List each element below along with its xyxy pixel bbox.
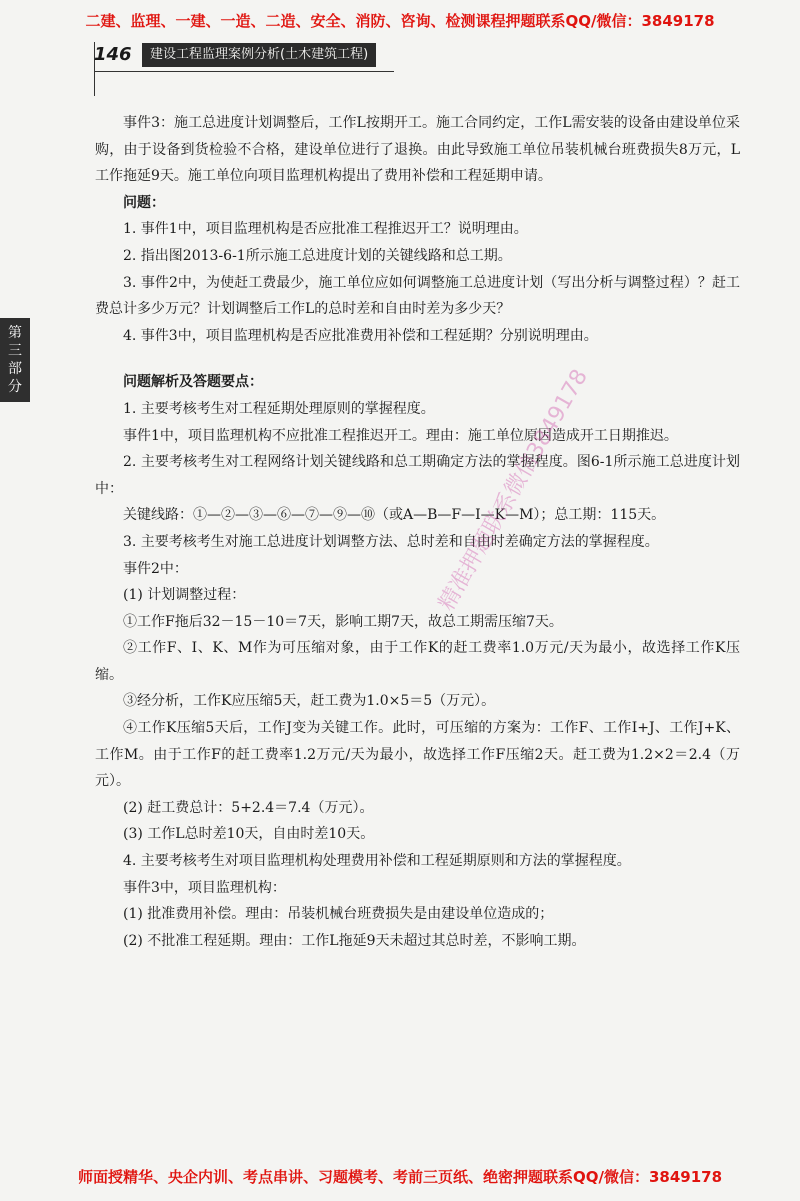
top-ad-banner: 二建、监理、一建、一造、二造、安全、消防、咨询、检测课程押题联系QQ/微信：3849178	[85, 12, 715, 30]
paragraph: 3. 事件2中，为使赶工费最少，施工单位应如何调整施工总进度计划（写出分析与调整过程）？赶工费总计多少万元？计划调整后工作L的总时差和自由时差为多少天？	[95, 274, 740, 318]
paragraph: 2. 主要考核考生对工程网络计划关键线路和总工期确定方法的掌握程度。图6-1所示施工总进度计划中：	[95, 454, 740, 497]
section-gap	[95, 349, 740, 369]
paragraph: (3) 工作L总时差10天，自由时差10天。	[123, 826, 375, 843]
paragraph: 事件3：施工总进度计划调整后，工作L按期开工。施工合同约定，工作L需安装的设备由建设单位采购，由于设备到货检验不合格，建设单位进行了退换。由此导致施工单位吊装机械台班费损失8万元，L工作拖延9天。施工单位向项目监理机构提出了费用补偿和工程延期申请。	[95, 115, 740, 185]
bottom-ad-banner: 师面授精华、央企内训、考点串讲、习题模考、考前三页纸、绝密押题联系QQ/微信：3849178	[77, 1168, 723, 1186]
paragraph: 4. 事件3中，项目监理机构是否应批准费用补偿和工程延期？分别说明理由。	[123, 327, 598, 344]
paragraph: ②工作F、I、K、M作为可压缩对象，由于工作K的赶工费率1.0万元/天为最小，故选择工作K压缩。	[95, 640, 740, 683]
paragraph: (2) 赶工费总计：5+2.4＝7.4（万元）。	[123, 799, 374, 816]
paragraph: ③经分析，工作K应压缩5天，赶工费为1.0×5＝5（万元）。	[123, 693, 496, 710]
paragraph: 关键线路：①—②—③—⑥—⑦—⑨—⑩（或A—B—F—I—K—M）；总工期：115天。	[123, 507, 666, 524]
book-title: 建设工程监理案例分析(土木建筑工程)	[142, 43, 376, 67]
section-heading: 问题：	[123, 194, 165, 211]
watermark: 精准押题联系微信3849178	[434, 365, 593, 615]
page-number: 146	[94, 44, 132, 65]
section-heading: 问题解析及答题要点：	[123, 374, 263, 391]
side-tab-char: 第	[8, 325, 22, 341]
side-tab-char: 分	[8, 379, 22, 395]
paragraph: ④工作K压缩5天后，工作J变为关键工作。此时，可压缩的方案为：工作F、工作I+J、工作J+K、工作M。由于工作F的赶工费率1.2万元/天为最小，故选择工作F压缩2天。赶工费为1.2×2＝2.4（万元）。	[95, 720, 740, 790]
paragraph: 1. 主要考核考生对工程延期处理原则的掌握程度。	[123, 400, 435, 417]
paragraph: (1) 计划调整过程：	[123, 587, 246, 604]
section-side-tab	[0, 318, 30, 402]
side-tab-char: 三	[8, 343, 22, 359]
header-rule	[94, 71, 394, 72]
paragraph: 事件1中，项目监理机构不应批准工程推迟开工。理由：施工单位原因造成开工日期推迟。	[123, 427, 678, 444]
paragraph: 3. 主要考核考生对施工总进度计划调整方法、总时差和自由时差确定方法的掌握程度。	[123, 533, 659, 550]
paragraph: (1) 批准费用补偿。理由：吊装机械台班费损失是由建设单位造成的；	[123, 906, 554, 923]
paragraph: (2) 不批准工程延期。理由：工作L拖延9天未超过其总时差，不影响工期。	[123, 932, 586, 949]
body-text	[95, 110, 740, 954]
side-tab-char: 部	[8, 361, 22, 377]
page-header	[94, 42, 394, 70]
paragraph: ①工作F拖后32－15－10＝7天，影响工期7天，故总工期需压缩7天。	[123, 613, 563, 630]
paragraph: 事件2中：	[123, 560, 188, 577]
paragraph: 1. 事件1中，项目监理机构是否应批准工程推迟开工？说明理由。	[123, 221, 528, 238]
paragraph: 事件3中，项目监理机构：	[123, 879, 286, 896]
paragraph: 2. 指出图2013-6-1所示施工总进度计划的关键线路和总工期。	[123, 247, 512, 264]
paragraph: 4. 主要考核考生对项目监理机构处理费用补偿和工程延期原则和方法的掌握程度。	[123, 853, 631, 870]
